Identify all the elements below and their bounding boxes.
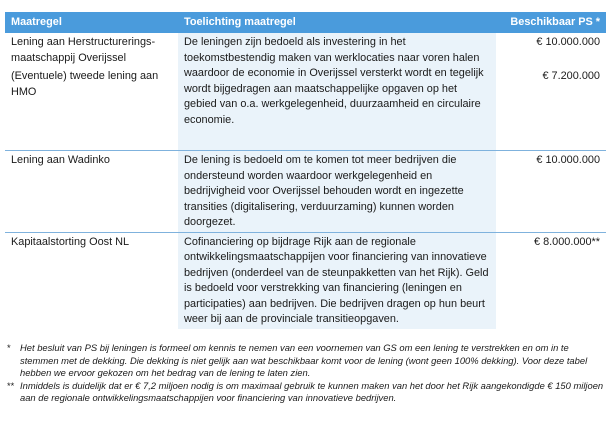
cell-bedrag: € 10.000.000 — [496, 151, 606, 233]
footnote-mark: * — [7, 342, 11, 353]
table-header-row — [5, 12, 606, 33]
footnote-2 — [7, 380, 605, 405]
cell-maatregel: (Eventuele) tweede lening aan HMO — [11, 70, 159, 98]
cell-maatregel: Kapitaalstorting Oost NL — [5, 232, 178, 329]
cell-bedrag: € 7.200.000 — [542, 70, 600, 82]
cell-bedrag: € 10.000.000 — [536, 36, 600, 48]
header-maatregel: Maatregel — [5, 12, 178, 33]
cell-maatregel: Lening aan Herstructurerings-maatschappij Overijssel — [11, 36, 156, 64]
footnote-1 — [7, 342, 605, 380]
footnote-mark: ** — [7, 379, 15, 391]
cell-bedrag: € 8.000.000** — [496, 232, 606, 329]
cell-toelichting: Cofinanciering op bijdrage Rijk aan de regionale ontwikkelingsmaatschappijen voor financiering van innovatieve bedrijven (onderdeel van de steunpakketten van het Rijk). Geld is bedoeld voor verstrekking van financiering (leningen en participaties) aan bedrijven. Die bedrijven dragen op hun beurt weer bij aan de provinciale transitieopgaven. — [178, 232, 496, 329]
footnote-text: Het besluit van PS bij leningen is formeel om kennis te nemen van een voornemen van GS om een lening te verstrekken en om in te stemmen met de dekking. Die dekking is niet gelijk aan wat beschikbaar komt voor de lening (wont geen 100% dekking). Voor deze tabel hebben we ervoor gekozen om het bedrag van de lening te laten zien. — [20, 342, 588, 379]
table-row — [5, 33, 606, 67]
maatregelen-table — [5, 12, 606, 329]
cell-toelichting: De leningen zijn bedoeld als investering in het toekomstbestendig maken van werklocaties naar voren halen waardoor de economie in Overijssel versterkt wordt en tegelijk wordt bijgedragen aan maatschappelijke opgaven op het gebied van o.a. werkgelegenheid, duurzaamheid en circulaire economie. — [178, 33, 496, 151]
footnotes — [7, 342, 605, 405]
footnote-text: Inmiddels is duidelijk dat er € 7,2 miljoen nodig is om maximaal gebruik te kunnen maken van het door het Rijk aangekondigde € 150 miljoen aan de regionale ontwikkelingsmaatschappijen voor financiering van innovatieve bedrijven. — [20, 379, 604, 404]
header-beschikbaar: Beschikbaar PS * — [496, 12, 606, 33]
table-row — [5, 232, 606, 329]
cell-toelichting: De lening is bedoeld om te komen tot meer bedrijven die ondersteund worden waardoor werkgelegenheid en bedrijvigheid voor Overijssel behouden wordt en ingezette transities (digitalisering, verduurzaming) kunnen worden doorgezet. — [178, 151, 496, 233]
table-row — [5, 151, 606, 233]
cell-maatregel: Lening aan Wadinko — [5, 151, 178, 233]
header-toelichting: Toelichting maatregel — [178, 12, 496, 33]
